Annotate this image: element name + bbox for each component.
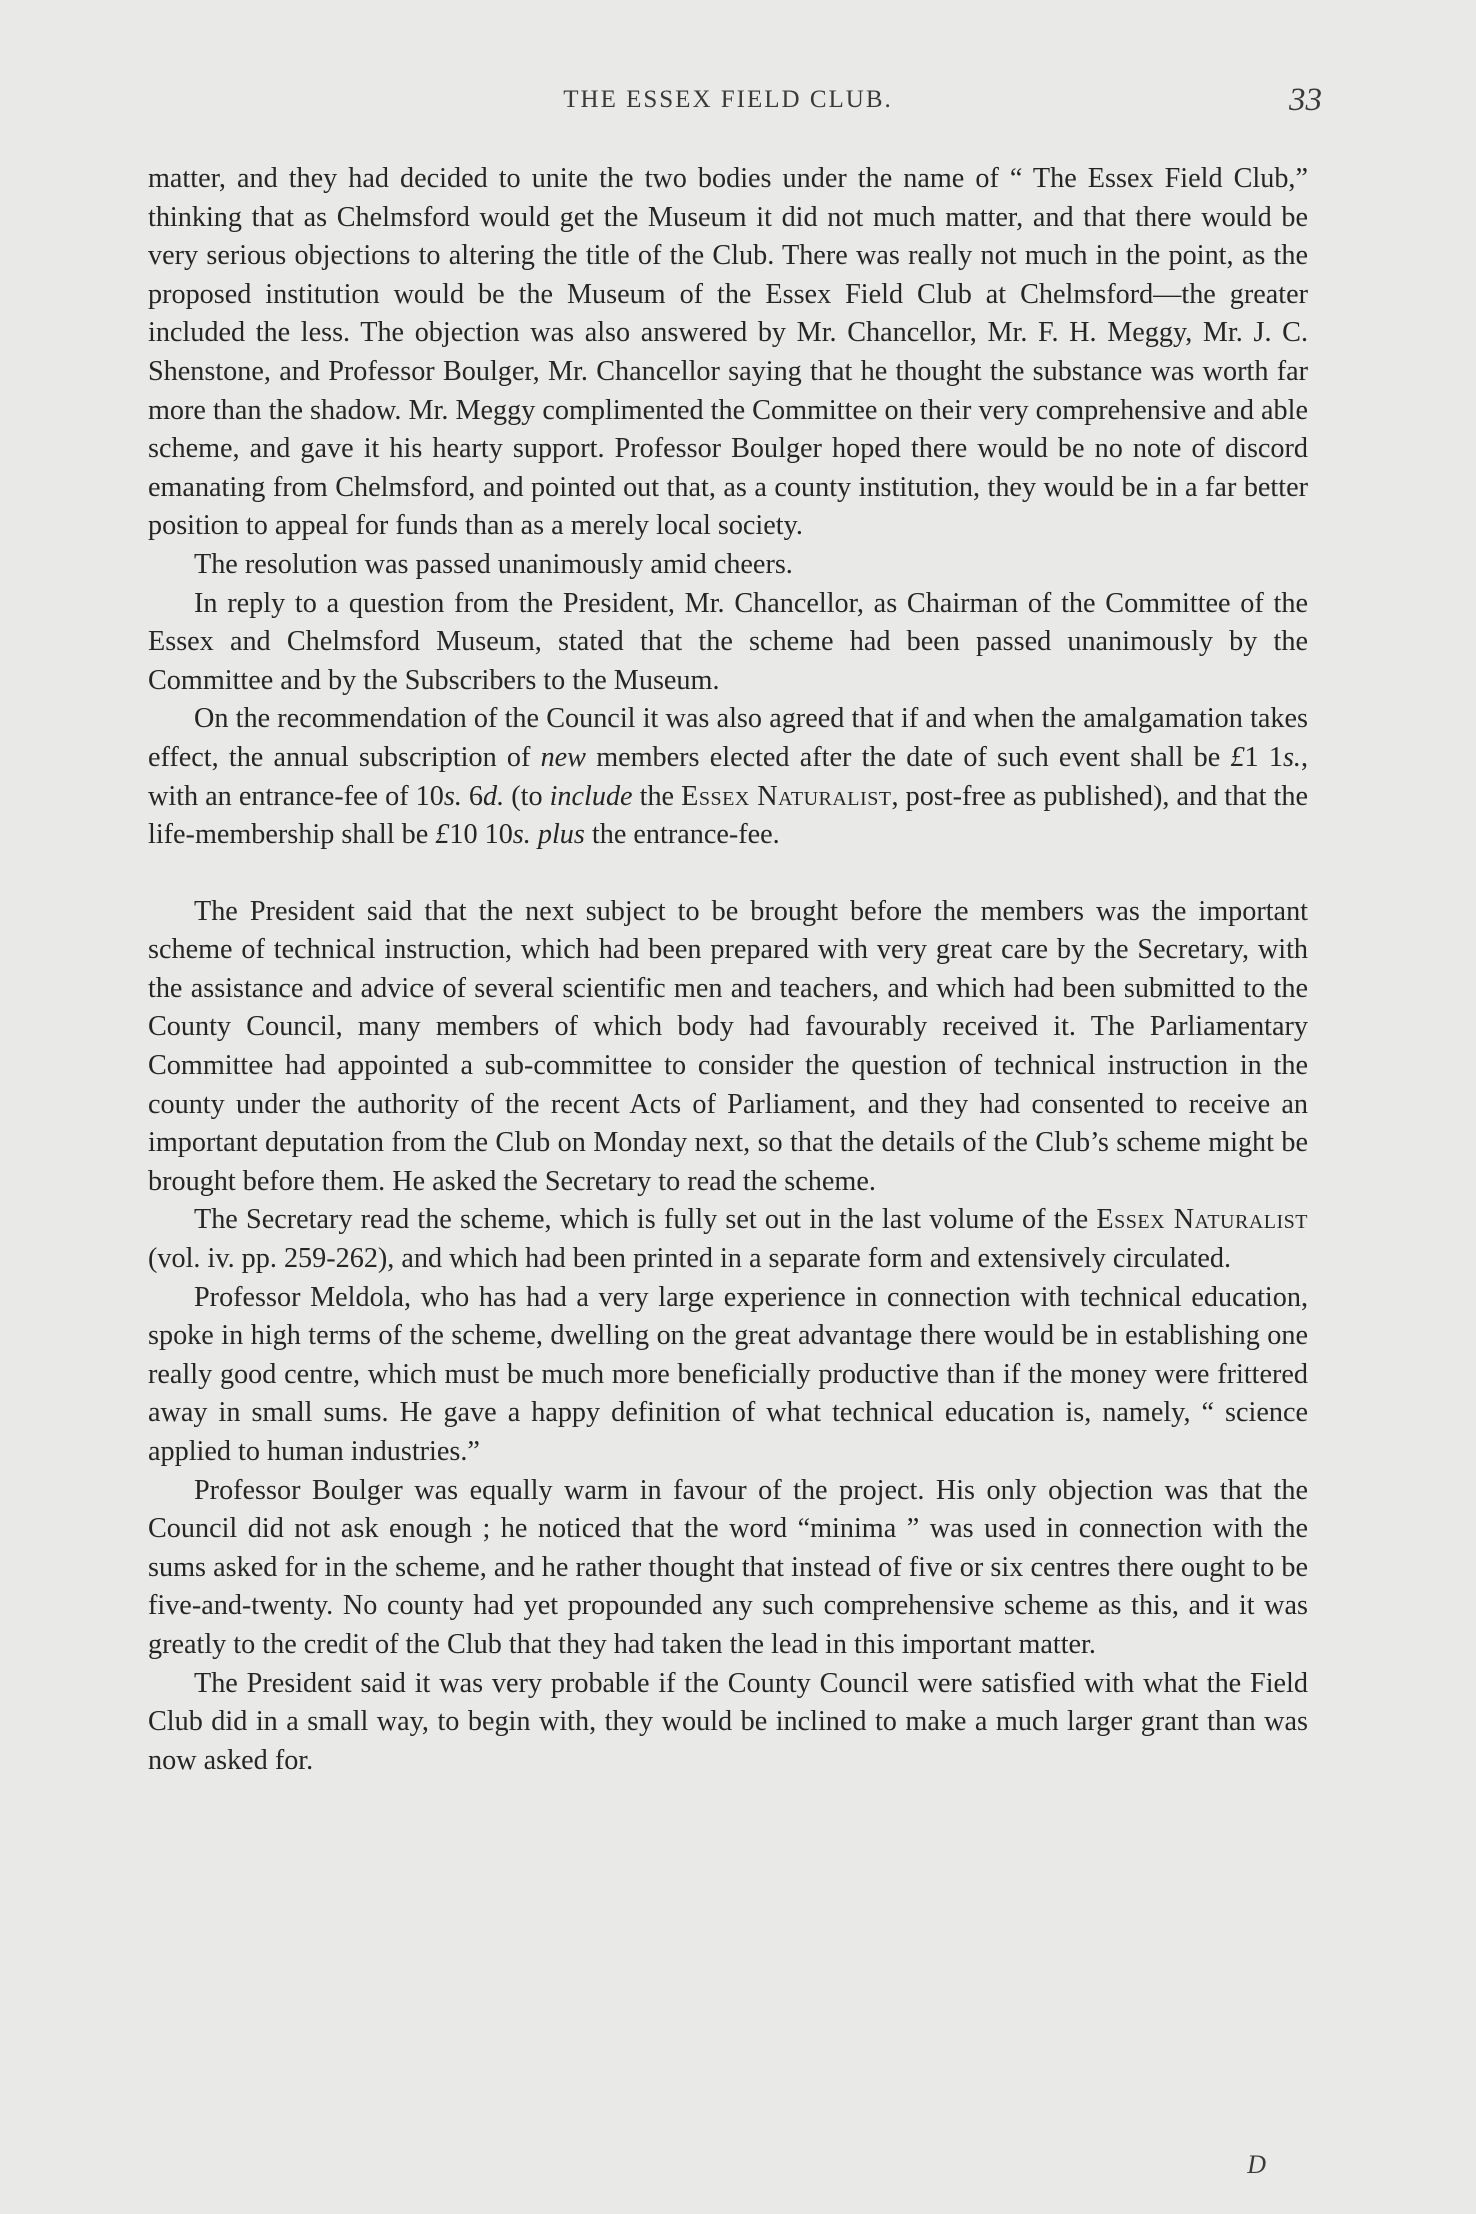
running-title: THE ESSEX FIELD CLUB. xyxy=(563,86,893,113)
text-run: 1 1 xyxy=(1244,741,1283,773)
italic-run: s. xyxy=(443,780,462,812)
signature-mark: D xyxy=(1247,2150,1266,2179)
text-run: 6 xyxy=(461,780,484,812)
paragraph-resolution: The resolution was passed unanimously amid cheers. xyxy=(194,548,793,580)
italic-run: s. xyxy=(1282,741,1301,773)
paragraph-boulger: Professor Boulger was equally warm in favour of the project. His only objection was that the Council did not ask enough ; he noticed that the word “minima ” was used in connection with the sums asked for in the scheme, and he rather thought that instead of five or six centres there ought to be five-and-twenty. No county had yet propounded any such comprehensive scheme as this, and it was greatly to the credit of the Club that they had taken the lead in this important matter. xyxy=(148,1474,1308,1660)
italic-run: £ xyxy=(435,819,450,851)
paragraph-subscription xyxy=(148,700,1308,854)
text-run: the entrance-fee. xyxy=(584,819,780,851)
italic-run: £ xyxy=(1230,741,1245,773)
paragraph-reply: In reply to a question from the President, Mr. Chancellor, as Chairman of the Committee of the Essex and Chelmsford Museum, stated that the scheme had been passed unanimously by the Committee and by the Subscribers to the Museum. xyxy=(148,587,1308,696)
body-text xyxy=(148,160,1308,1780)
paragraph-meldola: Professor Meldola, who has had a very large experience in connection with technical education, spoke in high terms of the scheme, dwelling on the great advantage there would be in establishing one really good centre, which must be much more beneficially productive than if the money were frittered away in small sums. He gave a happy definition of what technical education is, namely, “ science applied to human industries.” xyxy=(148,1281,1308,1467)
italic-run: new xyxy=(540,741,586,773)
text-run: On the recommendation of the Council it was also agreed that if and when the amalgamation takes effect, the annual subscription of xyxy=(148,703,1308,773)
italic-run: s. plus xyxy=(512,819,585,851)
text-run: 10 10 xyxy=(449,819,513,851)
page-number: 33 xyxy=(1289,82,1322,118)
paragraph-continuation: matter, and they had decided to unite the two bodies under the name of “ The Essex Field Club,” thinking that as Chelmsford would get the Museum it did not much matter, and that there would be very serious objections to altering the title of the Club. There was really not much in the point, as the proposed institution would be the Museum of the Essex Field Club at Chelmsford—the greater included the less. The objection was also answered by Mr. Chancellor, Mr. F. H. Meggy, Mr. J. C. Shenstone, and Professor Boulger, Mr. Chancellor saying that he thought the substance was worth far more than the shadow. Mr. Meggy complimented the Committee on their very comprehensive and able scheme, and gave it his hearty support. Professor Boulger hoped there would be no note of discord emanating from Chelmsford, and pointed out that, as a county institution, they would be in a far better position to appeal for funds than as a merely local society. xyxy=(148,163,1308,542)
paragraph-technical-instruction: The President said that the next subject to be brought before the members was the important scheme of technical instruction, which had been prepared with very great care by the Secretary, with the assistance and advice of several scientific men and teachers, and which had been submitted to the County Council, many members of which body had favourably received it. The Parliamentary Committee had appointed a sub-committee to consider the question of technical instruction in the county under the authority of the recent Acts of Parliament, and they had consented to receive an important deputation from the Club on Monday next, so that the details of the Club’s scheme might be brought before them. He asked the Secretary to read the scheme. xyxy=(148,895,1308,1197)
text-run: the xyxy=(632,780,682,812)
text-run: The Secretary read the scheme, which is fully set out in the last volume of the xyxy=(194,1204,1097,1236)
text-run: members elected after the date of such event shall be xyxy=(585,741,1231,773)
small-caps-run: Essex Naturalist xyxy=(1096,1204,1308,1236)
text-run: (vol. iv. pp. 259-262), and which had been printed in a separate form and extensively circulated. xyxy=(148,1243,1232,1275)
text-run: , with an entrance-fee of 10 xyxy=(148,741,1309,812)
italic-run: d. xyxy=(483,780,505,812)
text-run: , post-free as published), and that the life-membership shall be xyxy=(148,780,1308,851)
italic-run: include xyxy=(549,780,633,812)
paragraph-president: The President said it was very probable if the County Council were satisfied with what the Field Club did in a small way, to begin with, they would be inclined to make a much larger grant than was now asked for. xyxy=(148,1667,1308,1776)
text-run: (to xyxy=(504,780,550,812)
paragraph-secretary xyxy=(148,1201,1308,1278)
running-head xyxy=(148,82,1322,132)
small-caps-run: Essex Naturalist xyxy=(681,780,892,812)
